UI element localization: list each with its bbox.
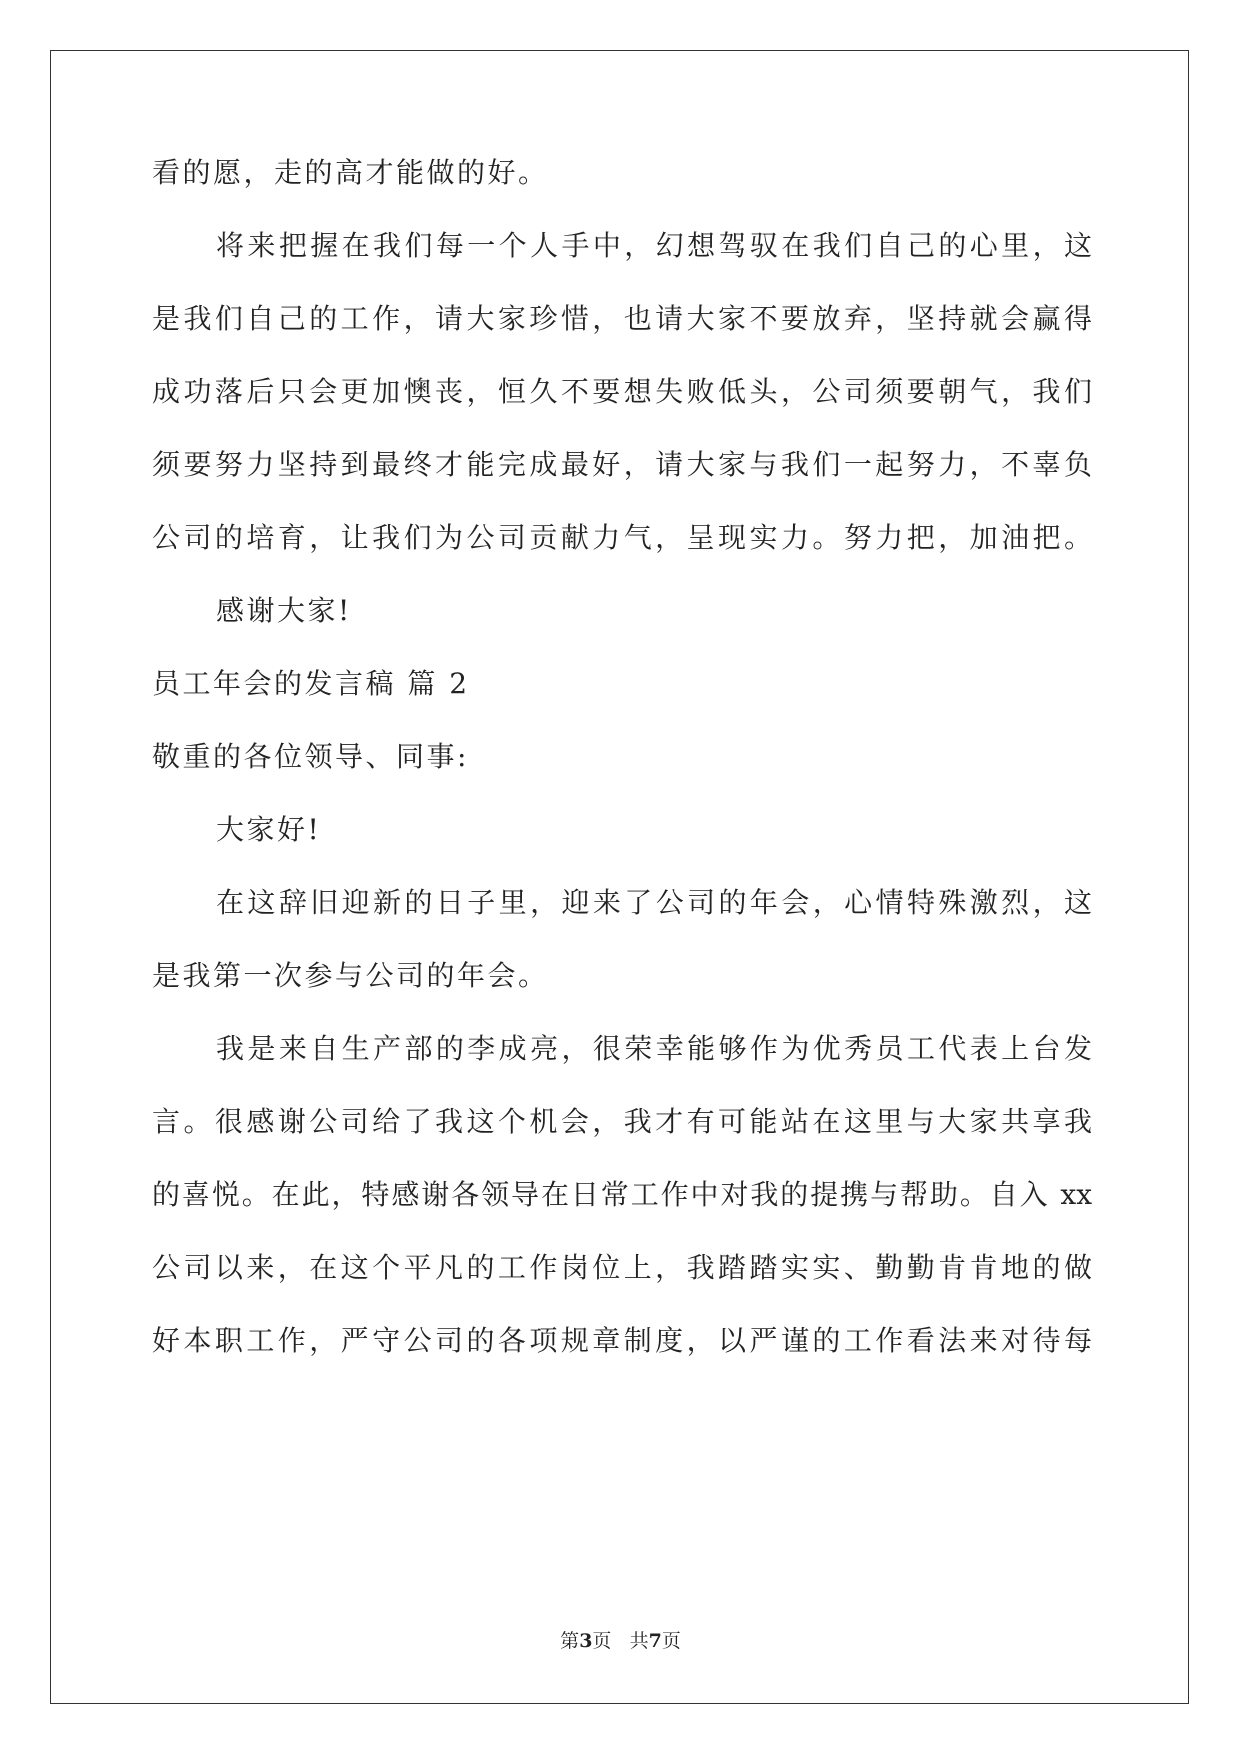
text-line: 是我们自己的工作，请大家珍惜，也请大家不要放弃，坚持就会赢得 bbox=[152, 302, 1092, 335]
current-page-number: 3 bbox=[579, 1630, 593, 1652]
footer-total-prefix: 共 bbox=[629, 1630, 649, 1652]
salutation: 敬重的各位领导、同事: bbox=[152, 740, 469, 773]
text-line: 感谢大家! bbox=[216, 594, 352, 627]
total-page-number: 7 bbox=[648, 1630, 662, 1652]
text-line: 公司以来，在这个平凡的工作岗位上，我踏踏实实、勤勤肯肯地的做 bbox=[152, 1251, 1092, 1284]
text-line: 我是来自生产部的李成亮，很荣幸能够作为优秀员工代表上台发 bbox=[216, 1032, 1092, 1065]
text-line: 是我第一次参与公司的年会。 bbox=[152, 959, 549, 992]
footer-prefix: 第 bbox=[560, 1630, 580, 1652]
footer-page-suffix: 页 bbox=[592, 1630, 612, 1652]
text-line: 看的愿，走的高才能做的好。 bbox=[152, 156, 549, 189]
text-line: 好本职工作，严守公司的各项规章制度，以严谨的工作看法来对待每 bbox=[152, 1324, 1092, 1357]
section-heading: 员工年会的发言稿 篇 2 bbox=[152, 667, 470, 700]
footer-total-suffix: 页 bbox=[661, 1630, 681, 1652]
text-line: 言。很感谢公司给了我这个机会，我才有可能站在这里与大家共享我 bbox=[152, 1105, 1092, 1138]
text-line: 公司的培育，让我们为公司贡献力气，呈现实力。努力把，加油把。 bbox=[152, 521, 1092, 554]
text-line: 须要努力坚持到最终才能完成最好，请大家与我们一起努力，不辜负 bbox=[152, 448, 1092, 481]
page-footer bbox=[0, 1628, 1241, 1654]
greeting: 大家好! bbox=[216, 813, 322, 846]
text-line: 的喜悦。在此，特感谢各领导在日常工作中对我的提携与帮助。自入 xx bbox=[152, 1178, 1092, 1211]
text-line: 在这辞旧迎新的日子里，迎来了公司的年会，心情特殊激烈，这 bbox=[216, 886, 1092, 919]
text-line: 成功落后只会更加懊丧，恒久不要想失败低头，公司须要朝气，我们 bbox=[152, 375, 1092, 408]
text-line: 将来把握在我们每一个人手中，幻想驾驭在我们自己的心里，这 bbox=[216, 229, 1092, 262]
